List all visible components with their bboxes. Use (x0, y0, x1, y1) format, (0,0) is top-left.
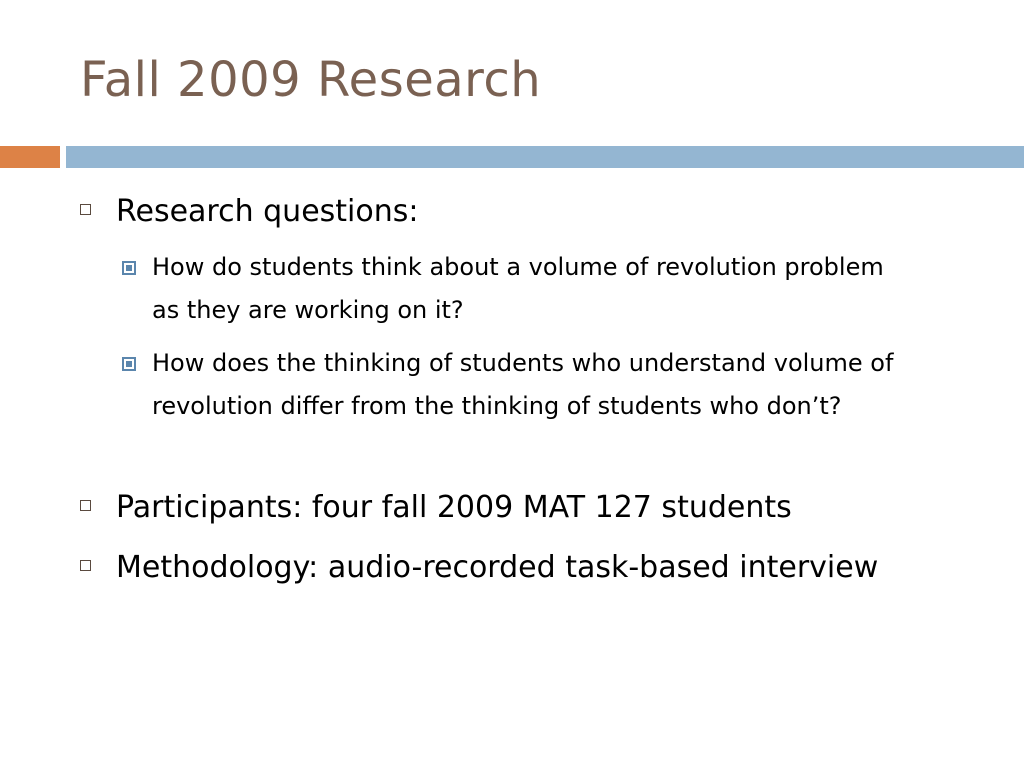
bullet-text: Participants: four fall 2009 MAT 127 students (116, 490, 792, 525)
hollow-square-bullet-icon (80, 560, 91, 571)
bullet-text: Methodology: audio-recorded task-based interview (116, 550, 879, 585)
sub-bullet-text: How do students think about a volume of revolution problem as they are working on it? (152, 253, 884, 324)
filled-square-bullet-icon (122, 261, 136, 275)
hollow-square-bullet-icon (80, 500, 91, 511)
sub-bullet-question-2 (122, 342, 982, 428)
bullet-text: Research questions: (116, 194, 419, 229)
hollow-square-bullet-icon (80, 204, 91, 215)
accent-band (0, 146, 60, 168)
title-divider-band (66, 146, 1024, 168)
slide-title: Fall 2009 Research (80, 52, 542, 108)
filled-square-bullet-icon (122, 357, 136, 371)
sub-bullet-text: How does the thinking of students who understand volume of revolution differ from the thinking of students who don’t? (152, 349, 894, 420)
sub-bullet-question-1 (122, 246, 982, 332)
